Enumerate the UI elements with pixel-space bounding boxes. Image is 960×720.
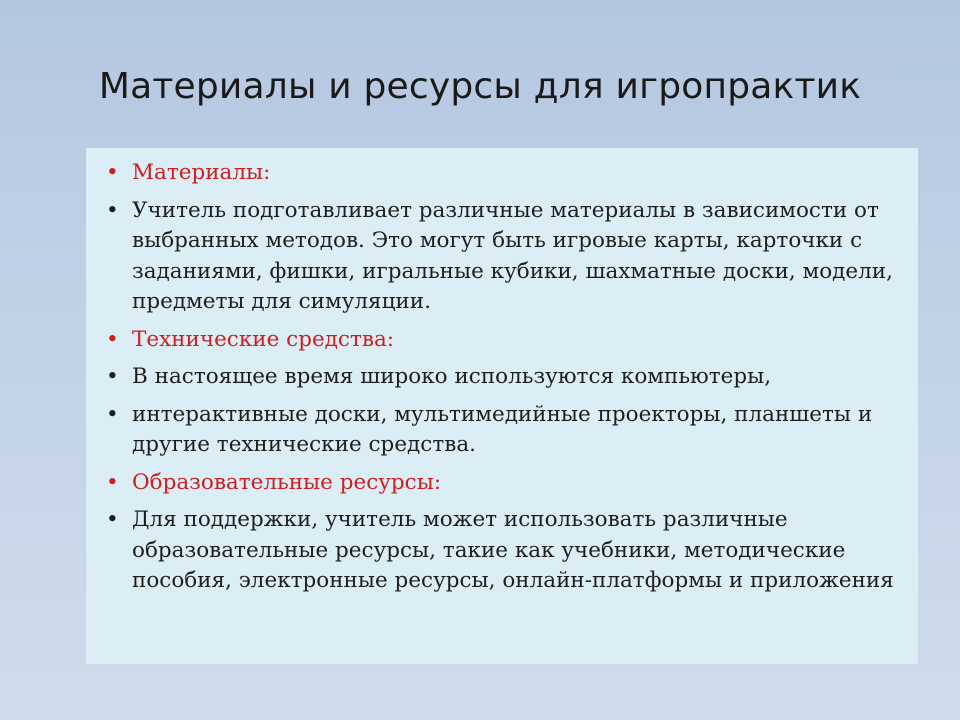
slide-title: Материалы и ресурсы для игропрактик <box>98 66 862 107</box>
content-box <box>86 148 918 664</box>
bullet-icon: • <box>106 197 119 223</box>
bullet-icon: • <box>106 507 119 532</box>
bullet-heading-technical-means <box>106 325 898 356</box>
bullet-icon: • <box>106 364 119 389</box>
bullet-text: Материалы: <box>132 160 271 185</box>
bullet-text: интерактивные доски, мультимедийные проекторы, планшеты и другие технические средства. <box>132 401 873 457</box>
bullet-icon: • <box>106 469 119 495</box>
bullet-item-support-resources <box>106 505 898 597</box>
bullet-text: Образовательные ресурсы: <box>132 469 442 495</box>
bullet-text: Технические средства: <box>132 326 395 352</box>
bullet-text: Для поддержки, учитель может использовать различные образовательные ресурсы, такие как учебники, методические пособия, электронные ресурсы, онлайн-платформы и приложения <box>132 507 894 593</box>
bullet-list <box>106 158 898 597</box>
bullet-item-materials-description <box>106 196 898 318</box>
bullet-icon: • <box>106 326 119 352</box>
bullet-item-computers <box>106 362 898 393</box>
bullet-heading-educational-resources <box>106 468 898 499</box>
bullet-heading-materials <box>106 158 898 189</box>
bullet-text: В настоящее время широко используются компьютеры, <box>132 364 772 389</box>
bullet-icon: • <box>106 401 119 427</box>
bullet-text: Учитель подготавливает различные материалы в зависимости от выбранных методов. Это могут быть игровые карты, карточки с заданиями, фишки, игральные кубики, шахматные доски, модели, предметы для симуляции. <box>132 197 893 314</box>
bullet-icon: • <box>106 160 119 185</box>
bullet-item-interactive-boards <box>106 400 898 461</box>
